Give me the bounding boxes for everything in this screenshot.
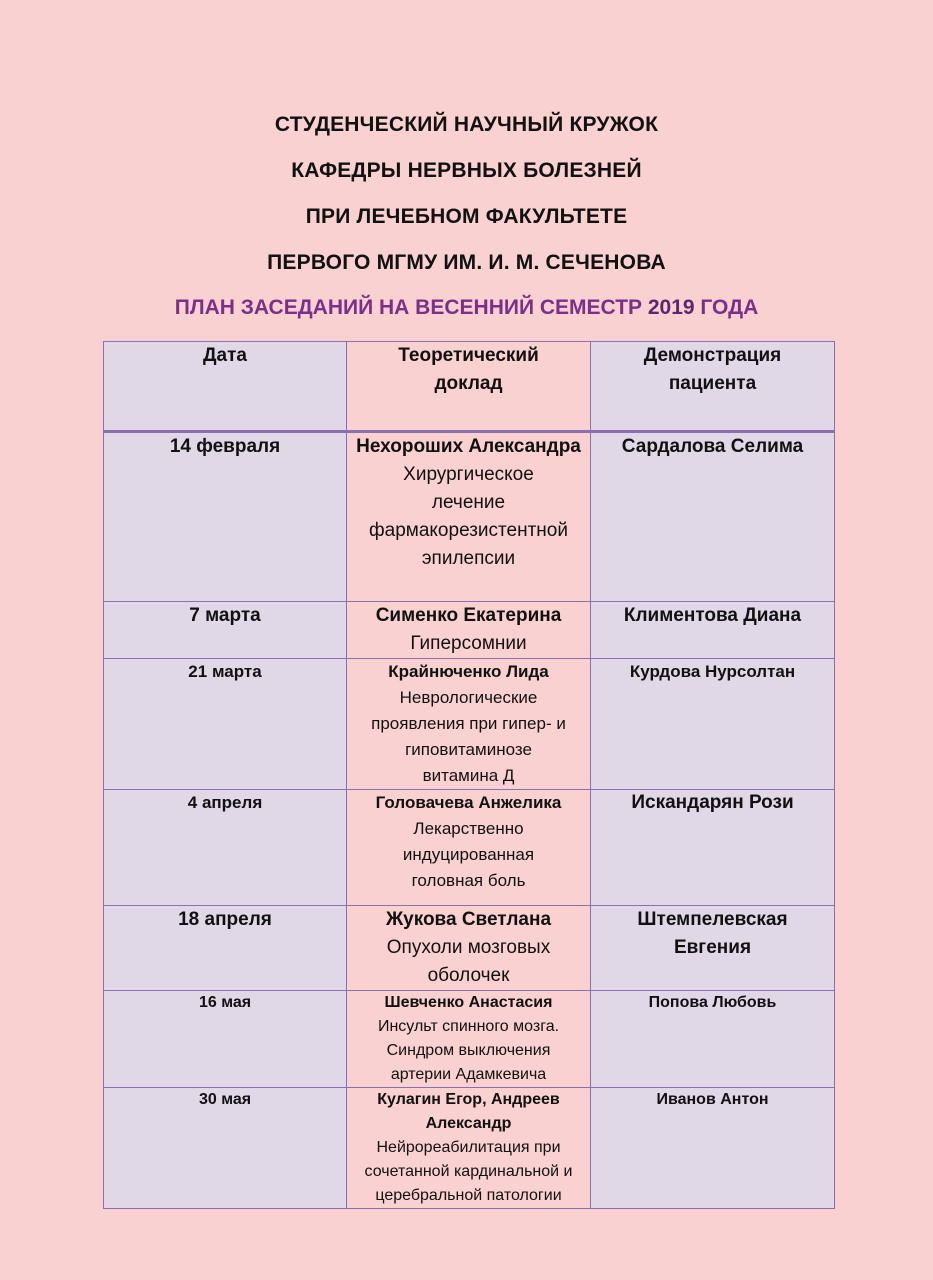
date-day: 14 [169,436,191,457]
demo-cell [591,432,835,602]
column-header-report-line-1: Теоретический [398,345,539,366]
demo-patient: Иванов Антон [656,1091,769,1108]
demo-cell [591,790,835,906]
table-row [104,602,835,659]
topic-line: лечение [431,492,506,513]
topic-line: головная боль [411,871,526,890]
date-cell [104,602,347,659]
topic-line: артерии Адамкевича [390,1066,547,1083]
topic-line: гиповитаминозе [405,740,532,759]
topic-line: Неврологические [399,688,538,707]
topic-line: Инсульт спинного мозга. [377,1018,560,1035]
schedule-table [103,341,835,1209]
topic-line: церебральной патологии [375,1187,562,1204]
date-day: 16 [198,994,217,1011]
topic-line: фармакорезистентной [369,520,568,541]
column-header-date [104,342,347,432]
topic-line: Опухоли мозговых [386,937,551,958]
topic-line: Нейрореабилитация при [376,1139,561,1156]
table-header-row [104,342,835,432]
report-cell [347,432,591,602]
header-line-4: ПЕРВОГО МГМУ ИМ. И. М. СЕЧЕНОВА [267,251,666,274]
demo-patient: Сардалова Селима [621,436,804,457]
report-cell [347,991,591,1088]
date-cell [104,906,347,991]
demo-cell [591,659,835,790]
report-cell [347,659,591,790]
demo-cell [591,906,835,991]
date-month: февраля [196,436,281,457]
plan-title-suffix: ГОДА [694,296,759,319]
date-cell [104,991,347,1088]
topic-line: Гиперсомнии [410,633,527,654]
date-cell [104,1088,347,1209]
table-row [104,906,835,991]
plan-title-year: 2019 [647,296,695,319]
column-header-report-line-2: доклад [434,373,503,394]
date-day: 18 [178,909,200,930]
date-month: апреля [201,793,263,812]
topic-line: Лекарственно [413,819,524,838]
table-row [104,790,835,906]
date-month: марта [211,662,262,681]
demo-patient: Попова Любовь [648,994,777,1011]
header-line-1: СТУДЕНЧЕСКИЙ НАУЧНЫЙ КРУЖОК [274,113,659,136]
report-cell [347,1088,591,1209]
date-cell [104,432,347,602]
column-header-demo-line-1: Демонстрация [643,345,782,366]
report-cell [347,790,591,906]
demo-patient: Штемпелевская Евгения [637,909,788,958]
column-header-demo [591,342,835,432]
demo-patient: Курдова Нурсолтан [629,662,796,681]
header-line-2: КАФЕДРЫ НЕРВНЫХ БОЛЕЗНЕЙ [291,159,642,182]
demo-cell [591,1088,835,1209]
topic-line: эпилепсии [421,548,516,569]
column-header-demo-line-2: пациента [668,373,757,394]
topic-line: Хирургическое [403,464,534,485]
table-row [104,432,835,602]
date-day: 30 [198,1091,217,1108]
speaker-name: Крайнюченко Лида [388,662,549,681]
speaker-name: Головачева Анжелика [375,793,562,812]
column-header-report [347,342,591,432]
topic-line: сочетанной кардинальной и [364,1163,573,1180]
date-month: апреля [204,909,272,930]
plan-title-text: ПЛАН ЗАСЕДАНИЙ НА ВЕСЕННИЙ СЕМЕСТР [174,296,648,319]
demo-patient: Климентова Диана [623,605,802,626]
report-cell [347,602,591,659]
header-line-3: ПРИ ЛЕЧЕБНОМ ФАКУЛЬТЕТЕ [305,205,628,228]
date-day: 4 [187,793,198,812]
date-month: мая [221,994,252,1011]
date-day: 21 [188,662,208,681]
table-row [104,991,835,1088]
column-header-date-label: Дата [203,345,247,366]
demo-patient: Искандарян Рози [631,792,794,813]
date-cell [104,790,347,906]
speaker-name: Шевченко Анастасия [384,994,553,1011]
date-month: мая [221,1091,252,1108]
report-cell [347,906,591,991]
date-cell [104,659,347,790]
speaker-name: Нехороших Александра [356,436,581,457]
topic-line: проявления при гипер- и [371,714,566,733]
topic-line: витамина Д [422,766,515,785]
topic-line: оболочек [427,965,510,986]
date-day: 7 [189,605,200,626]
demo-cell [591,991,835,1088]
plan-title [0,296,933,320]
speaker-name: Жукова Светлана [385,909,552,930]
topic-line: индуцированная [402,845,535,864]
speaker-name: Сименко Екатерина [375,605,562,626]
topic-line: Синдром выключения [386,1042,551,1059]
table-row [104,1088,835,1209]
date-month: марта [205,605,261,626]
table-row [104,659,835,790]
speaker-name: Кулагин Егор, Андреев Александр [377,1091,560,1132]
demo-cell [591,602,835,659]
